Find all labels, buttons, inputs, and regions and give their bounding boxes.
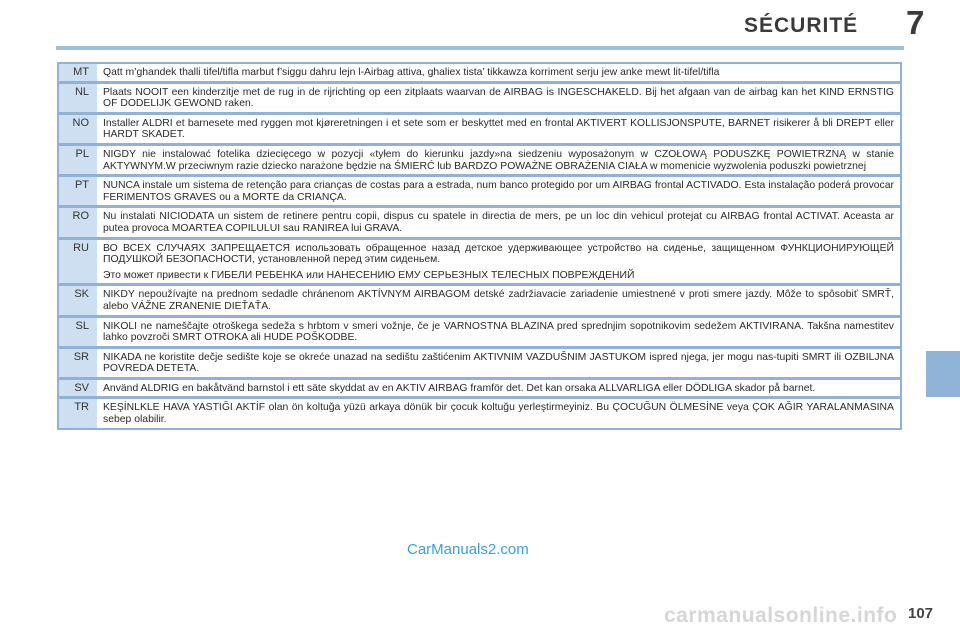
chapter-number: 7 (906, 4, 925, 41)
warning-paragraph: NIGDY nie instalować fotelika dziecięcego w pozycji «tyłem do kierunku jazdy»na siedzeniu wyposażonym w CZOŁOWĄ PODUSZKĘ POWIETRZNĄ w stanie AKTYWNYM.W przeciwnym razie dziecko narażone będzie na ŚMIERĆ lub BARDZO POWAŻNE OBRAŻENIA CIAŁA w momenicie wyzwolenia poduszki powietrznej (103, 148, 894, 172)
warning-text (97, 378, 901, 398)
footer-watermark: carmanualsonline.info (664, 604, 898, 627)
table-row (58, 144, 901, 175)
table-row (58, 207, 901, 238)
warning-paragraph: Installer ALDRI et barnesete med ryggen mot kjøreretningen i et sete som er beskyttet med en frontal AKTIVERT KOLLISJONSPUTE, BARNET risikerer å bli DREPT eller HARDT SKADET. (103, 117, 894, 141)
language-code: NL (58, 82, 97, 113)
warning-text (97, 82, 901, 113)
table-row (58, 82, 901, 113)
table-row (58, 347, 901, 378)
warning-paragraph: Nu instalati NICIODATA un sistem de retinere pentru copii, dispus cu spatele in directia de mers, pe un loc din vehicul protejat cu AIRBAG frontal ACTIVAT. Aceasta ar putea provoca MOARTEA COPILULUI sau RANIREA lui GRAVA. (103, 211, 894, 234)
warning-paragraph: Qatt m’ghandek thalli tifel/tifla marbut f’siggu dahru lejn l-Airbag attiva, ghaliex tista’ tikkawza korriment serju jew anke mewt lit-tifel/tifla (103, 67, 720, 78)
language-code: RU (58, 238, 97, 285)
watermark-carmanuals2: CarManuals2.com (407, 541, 529, 558)
chapter-side-tab (926, 351, 960, 397)
warning-paragraph: Använd ALDRIG en bakåtvänd barnstol i ett säte skyddat av en AKTIV AIRBAG framför det. Det kan orsaka ALLVARLIGA eller DÖDLIGA skador på barnet. (103, 382, 816, 394)
warning-text (97, 347, 901, 378)
table-row (58, 378, 901, 398)
warning-paragraph: KEŞİNLKLE HAVA YASTIĞI AKTİF olan ön koltuğa yüzü arkaya dönük bir çocuk koltuğu yerleştirmeyiniz. Bu ÇOCUĞUN ÖLMESİNE veya ÇOK AĞIR YARALANMASINA sebep olabilir. (103, 402, 894, 426)
page-number: 107 (908, 605, 934, 622)
warning-paragraph: NIKOLI ne nameščajte otroškega sedeža s hrbtom v smeri vožnje, če je VARNOSTNA BLAZINA pred sprednjim sopotnikovim sedežem AKTIVIRANA. Takšna namestitev lahko povzroči SMRT OTROKA ali HUDE POŠKODBE. (103, 320, 894, 344)
warning-paragraph: Plaats NOOIT een kinderzitje met de rug in de rijrichting op een zitplaats waarvan de AIRBAG is INGESCHAKELD. Bij het afgaan van de airbag kan het KIND ERNSTIG OF DODELIJK GEWOND raken. (103, 86, 894, 110)
warning-text (97, 63, 901, 82)
warning-text (97, 285, 901, 316)
table-row (58, 176, 901, 207)
language-code: SL (58, 316, 97, 347)
warning-text (97, 207, 901, 238)
table-row (58, 238, 901, 285)
table-row (58, 398, 901, 429)
warning-text (97, 113, 901, 144)
table-row (58, 285, 901, 316)
warning-text (97, 238, 901, 285)
warning-paragraph: NIKDY nepoužívajte na prednom sedadle chránenom AKTÍVNYM AIRBAGOM detské zadržiavacie zariadenie umiestnené v proti smere jazdy. Môže to spôsobiť SMRŤ, alebo VÁŽNE ZRANENIE DIEŤAŤA. (103, 289, 894, 312)
language-code: RO (58, 207, 97, 238)
header-divider (56, 46, 904, 50)
warning-text (97, 398, 901, 429)
language-code: MT (58, 63, 97, 82)
airbag-warning-table (57, 62, 902, 430)
table-row (58, 113, 901, 144)
language-code: SK (58, 285, 97, 316)
warning-paragraph: NUNCA instale um sistema de retenção para crianças de costas para a estrada, num banco protegido por um AIRBAG frontal ACTIVADO. Esta instalação poderá provocar FERIMENTOS GRAVES ou a MORTE da CRIANÇA. (103, 180, 894, 203)
language-code: SR (58, 347, 97, 378)
warning-text (97, 316, 901, 347)
table-row (58, 316, 901, 347)
language-code: PL (58, 144, 97, 175)
table-row (58, 63, 901, 82)
language-code: SV (58, 378, 97, 398)
warning-text (97, 144, 901, 175)
warning-text (97, 176, 901, 207)
language-code: PT (58, 176, 97, 207)
warning-paragraph: Это может привести к ГИБЕЛИ РЕБЕНКА или НАНЕСЕНИЮ ЕМУ СЕРЬЕЗНЫХ ТЕЛЕСНЫХ ПОВРЕЖДЕНИЙ (103, 269, 635, 281)
language-code: TR (58, 398, 97, 429)
warning-paragraph: ВО ВСЕХ СЛУЧАЯХ ЗАПРЕЩАЕТСЯ использовать обращенное назад детское удерживающее устройство на сиденье, защищенном ФУНКЦИОНИРУЮЩЕЙ ПОДУШКОЙ БЕЗОПАСНОСТИ, установленной перед этим сиденьем. (103, 242, 894, 266)
warning-paragraph: NIKADA ne koristite dečje sedište koje se okreće unazad na sedištu zaštićenim AKTIVNIM VAZDUŠNIM JASTUKOM ispred njega, jer mogu nas-tupiti SMRT ili OZBILJNA POVREDA DETETA. (103, 351, 894, 375)
language-code: NO (58, 113, 97, 144)
section-title: SÉCURITÉ (744, 14, 859, 37)
